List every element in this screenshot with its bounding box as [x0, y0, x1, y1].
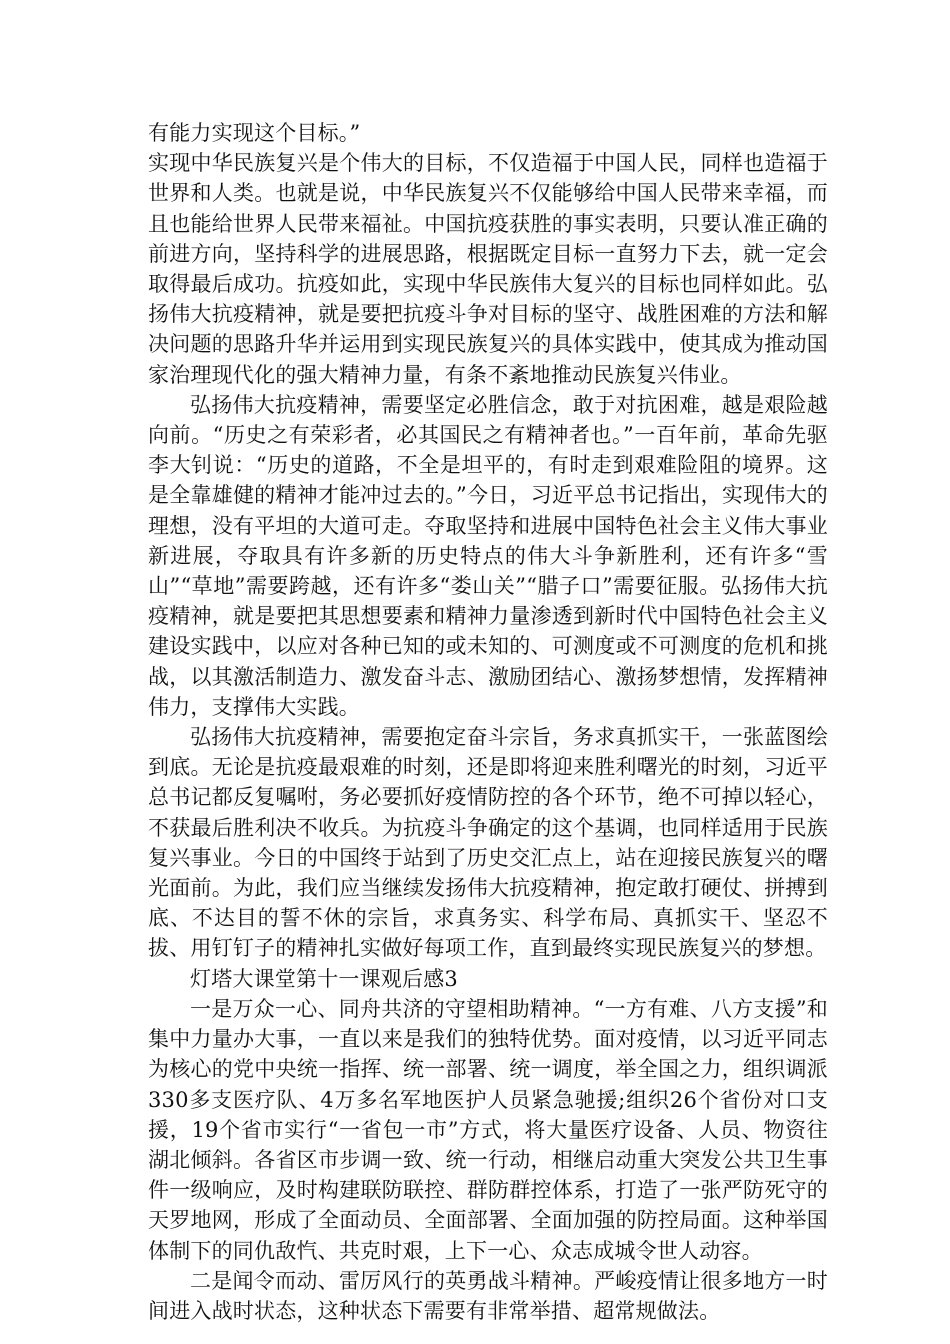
paragraph-5: 一是万众一心、同舟共济的守望相助精神。“一方有难、八方支援”和集中力量办大事，一直以来是我们的独特优势。面对疫情，以习近平同志为核心的党中央统一指挥、统一部署、统一调度，举全国之力，组织调派330多支医疗队、4万多名军地医护人员紧急驰援;组织26个省份对口支援，19个省市实行“一省包一市”方式，将大量医疗设备、人员、物资往湖北倾斜。各省区市步调一致、统一行动，相继启动重大突发公共卫生事件一级响应，及时构建联防联控、群防群控体系，打造了一张严防死守的天罗地网，形成了全面动员、全面部署、全面加强的防控局面。这种举国体制下的同仇敌忾、共克时艰，上下一心、众志成城令世人动容。	[148, 996, 828, 1263]
paragraph-1: 有能力实现这个目标。”	[148, 121, 361, 145]
paragraph-4: 弘扬伟大抗疫精神，需要抱定奋斗宗旨，务求真抓实干，一张蓝图绘到底。无论是抗疫最艰难的时刻，还是即将迎来胜利曙光的时刻，习近平总书记都反复嘱咐，务必要抓好疫情防控的各个环节，绝不可掉以轻心，不获最后胜利决不收兵。为抗疫斗争确定的这个基调，也同样适用于民族复兴事业。今日的中国终于站到了历史交汇点上，站在迎接民族复兴的曙光面前。为此，我们应当继续发扬伟大抗疫精神，抱定敢打硬仗、拼搏到底、不达目的誓不休的宗旨，求真务实、科学布局、真抓实干、坚忍不拔、用钉钉子的精神扎实做好每项工作，直到最终实现民族复兴的梦想。	[148, 725, 828, 961]
paragraph-2: 实现中华民族复兴是个伟大的目标，不仅造福于中国人民，同样也造福于世界和人类。也就是说，中华民族复兴不仅能够给中国人民带来幸福，而且也能给世界人民带来福祉。中国抗疫获胜的事实表明，只要认准正确的前进方向，坚持科学的进展思路，根据既定目标一直努力下去，就一定会取得最后成功。抗疫如此，实现中华民族伟大复兴的目标也同样如此。弘扬伟大抗疫精神，就是要把抗疫斗争对目标的坚守、战胜困难的方法和解决问题的思路升华并运用到实现民族复兴的具体实践中，使其成为推动国家治理现代化的强大精神力量，有条不紊地推动民族复兴伟业。	[148, 151, 828, 387]
document-page	[148, 118, 828, 1326]
paragraph-6: 二是闻令而动、雷厉风行的英勇战斗精神。严峻疫情让很多地方一时间进入战时状态，这种状态下需要有非常举措、超常规做法。	[148, 1268, 828, 1323]
section-heading: 灯塔大课堂第十一课观后感3	[190, 966, 458, 991]
paragraph-3: 弘扬伟大抗疫精神，需要坚定必胜信念，敢于对抗困难，越是艰险越向前。“历史之有荣彩者，必其国民之有精神者也。”一百年前，革命先驱李大钊说：“历史的道路，不全是坦平的，有时走到艰难险阻的境界。这是全靠雄健的精神才能冲过去的。”今日，习近平总书记指出，实现伟大的理想，没有平坦的大道可走。夺取坚持和进展中国特色社会主义伟大事业新进展，夺取具有许多新的历史特点的伟大斗争新胜利，还有许多“雪山”“草地”需要跨越，还有许多“娄山关”“腊子口”需要征服。弘扬伟大抗疫精神，就是要把其思想要素和精神力量渗透到新时代中国特色社会主义建设实践中，以应对各种已知的或未知的、可测度或不可测度的危机和挑战，以其激活制造力、激发奋斗志、激励团结心、激扬梦想情，发挥精神伟力，支撑伟大实践。	[148, 392, 828, 719]
